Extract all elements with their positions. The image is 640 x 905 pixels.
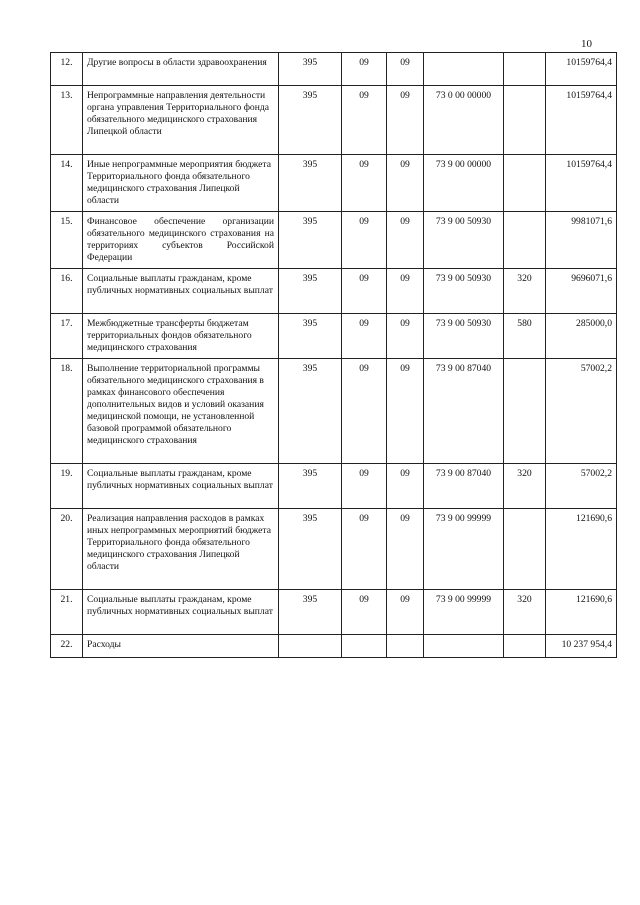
total-amount: 10 237 954,4 — [546, 635, 617, 658]
amount: 121690,6 — [546, 590, 617, 635]
target-article-code: 73 9 00 50930 — [424, 212, 504, 269]
item-name: Выполнение территориальной программы обязательного медицинского страхования в рамках финансового обеспечения дополнительных видов и условий оказания медицинской помощи, не установленной базовой программой обязательного медицинского страхования — [83, 359, 279, 464]
admin-code — [279, 635, 342, 658]
table-row — [51, 590, 617, 635]
table-row — [51, 155, 617, 212]
table-row — [51, 359, 617, 464]
expense-type-code — [504, 509, 546, 590]
budget-expenses-table — [50, 52, 617, 658]
admin-code: 395 — [279, 86, 342, 155]
row-number: 21. — [51, 590, 83, 635]
row-number: 22. — [51, 635, 83, 658]
amount: 10159764,4 — [546, 53, 617, 86]
item-name: Другие вопросы в области здравоохранения — [83, 53, 279, 86]
item-name: Межбюджетные трансферты бюджетам территориальных фондов обязательного медицинского страхования — [83, 314, 279, 359]
item-name: Непрограммные направления деятельности органа управления Территориального фонда обязательного медицинского страхования Липецкой области — [83, 86, 279, 155]
page-number: 10 — [581, 38, 592, 50]
expense-type-code: 320 — [504, 269, 546, 314]
item-name: Социальные выплаты гражданам, кроме публичных нормативных социальных выплат — [83, 464, 279, 509]
target-article-code: 73 9 00 99999 — [424, 590, 504, 635]
amount: 285000,0 — [546, 314, 617, 359]
expense-type-code: 320 — [504, 464, 546, 509]
expense-type-code — [504, 53, 546, 86]
row-number: 13. — [51, 86, 83, 155]
expense-type-code — [504, 86, 546, 155]
subsection-code: 09 — [387, 86, 424, 155]
expense-type-code — [504, 635, 546, 658]
target-article-code: 73 9 00 50930 — [424, 269, 504, 314]
row-number: 15. — [51, 212, 83, 269]
admin-code: 395 — [279, 314, 342, 359]
expense-type-code — [504, 155, 546, 212]
subsection-code: 09 — [387, 509, 424, 590]
subsection-code: 09 — [387, 359, 424, 464]
section-code: 09 — [342, 86, 387, 155]
expense-type-code — [504, 359, 546, 464]
row-number: 18. — [51, 359, 83, 464]
amount: 10159764,4 — [546, 155, 617, 212]
item-name: Социальные выплаты гражданам, кроме публичных нормативных социальных выплат — [83, 269, 279, 314]
item-name: Социальные выплаты гражданам, кроме публичных нормативных социальных выплат — [83, 590, 279, 635]
admin-code: 395 — [279, 53, 342, 86]
subsection-code — [387, 635, 424, 658]
row-number: 19. — [51, 464, 83, 509]
expense-type-code — [504, 212, 546, 269]
amount: 9696071,6 — [546, 269, 617, 314]
table-row-total — [51, 635, 617, 658]
admin-code: 395 — [279, 359, 342, 464]
item-name: Финансовое обеспечение организации обязательного медицинского страхования на территориях субъектов Российской Федерации — [83, 212, 279, 269]
section-code: 09 — [342, 212, 387, 269]
row-number: 16. — [51, 269, 83, 314]
expense-type-code: 580 — [504, 314, 546, 359]
expense-type-code: 320 — [504, 590, 546, 635]
section-code: 09 — [342, 509, 387, 590]
section-code: 09 — [342, 269, 387, 314]
subsection-code: 09 — [387, 590, 424, 635]
amount: 121690,6 — [546, 509, 617, 590]
section-code: 09 — [342, 314, 387, 359]
subsection-code: 09 — [387, 464, 424, 509]
section-code — [342, 635, 387, 658]
section-code: 09 — [342, 155, 387, 212]
item-name: Расходы — [83, 635, 279, 658]
target-article-code: 73 9 00 00000 — [424, 155, 504, 212]
table-row — [51, 464, 617, 509]
admin-code: 395 — [279, 509, 342, 590]
admin-code: 395 — [279, 590, 342, 635]
subsection-code: 09 — [387, 155, 424, 212]
subsection-code: 09 — [387, 212, 424, 269]
amount: 57002,2 — [546, 359, 617, 464]
target-article-code: 73 9 00 87040 — [424, 464, 504, 509]
row-number: 12. — [51, 53, 83, 86]
table-row — [51, 212, 617, 269]
admin-code: 395 — [279, 212, 342, 269]
table-row — [51, 509, 617, 590]
admin-code: 395 — [279, 269, 342, 314]
subsection-code: 09 — [387, 53, 424, 86]
target-article-code: 73 0 00 00000 — [424, 86, 504, 155]
item-name: Иные непрограммные мероприятия бюджета Территориального фонда обязательного медицинского страхования Липецкой области — [83, 155, 279, 212]
target-article-code — [424, 635, 504, 658]
section-code: 09 — [342, 359, 387, 464]
section-code: 09 — [342, 590, 387, 635]
target-article-code: 73 9 00 99999 — [424, 509, 504, 590]
row-number: 14. — [51, 155, 83, 212]
amount: 9981071,6 — [546, 212, 617, 269]
section-code: 09 — [342, 53, 387, 86]
row-number: 17. — [51, 314, 83, 359]
subsection-code: 09 — [387, 314, 424, 359]
table-row — [51, 314, 617, 359]
row-number: 20. — [51, 509, 83, 590]
table-row — [51, 86, 617, 155]
amount: 57002,2 — [546, 464, 617, 509]
item-name: Реализация направления расходов в рамках иных непрограммных мероприятий бюджета Территориального фонда обязательного медицинского страхования Липецкой области — [83, 509, 279, 590]
target-article-code: 73 9 00 50930 — [424, 314, 504, 359]
target-article-code: 73 9 00 87040 — [424, 359, 504, 464]
subsection-code: 09 — [387, 269, 424, 314]
admin-code: 395 — [279, 155, 342, 212]
admin-code: 395 — [279, 464, 342, 509]
table-row — [51, 53, 617, 86]
section-code: 09 — [342, 464, 387, 509]
amount: 10159764,4 — [546, 86, 617, 155]
target-article-code — [424, 53, 504, 86]
table-row — [51, 269, 617, 314]
